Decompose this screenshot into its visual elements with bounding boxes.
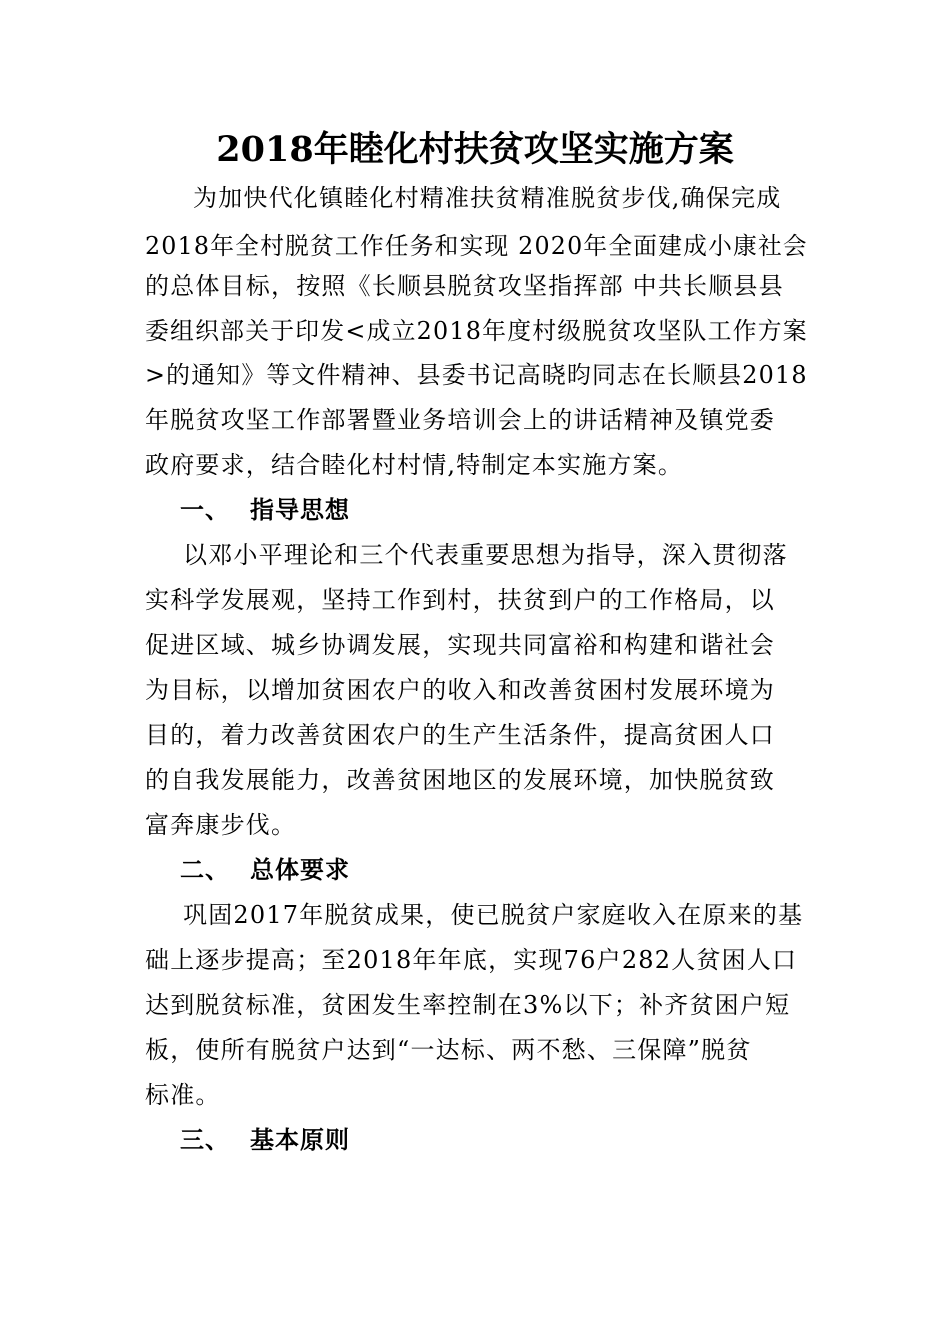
section-heading-guiding-ideology (180, 492, 350, 528)
section-line: 标准。 (145, 1081, 221, 1109)
section-line: 实科学发展观，坚持工作到村，扶贫到户的工作格局，以 (145, 586, 775, 614)
intro-line: 政府要求，结合睦化村村情,特制定本实施方案。 (145, 451, 684, 479)
intro-line: 的总体目标，按照《长顺县脱贫攻坚指挥部 中共长顺县县 (145, 272, 784, 300)
section-title: 指导思想 (250, 495, 350, 524)
section-line: 目的，着力改善贫困农户的生产生活条件，提高贫困人口 (145, 721, 775, 749)
intro-line: 委组织部关于印发<成立2018年度村级脱贫攻坚队工作方案 (145, 317, 808, 345)
section-line: 巩固2017年脱贫成果，使已脱贫户家庭收入在原来的基 (183, 901, 804, 929)
intro-line: 为加快代化镇睦化村精准扶贫精准脱贫步伐,确保完成 (193, 184, 782, 212)
section-number: 三、 (180, 1125, 230, 1154)
section-line: 促进区域、城乡协调发展，实现共同富裕和构建和谐社会 (145, 631, 775, 659)
section-line: 板，使所有脱贫户达到“一达标、两不愁、三保障”脱贫 (145, 1036, 752, 1064)
section-title: 总体要求 (250, 855, 350, 884)
section-title: 基本原则 (250, 1125, 350, 1154)
section-line: 础上逐步提高；至2018年年底，实现76户282人贫困人口 (145, 946, 798, 974)
section-line: 的自我发展能力，改善贫困地区的发展环境，加快脱贫致 (145, 766, 775, 794)
document-title: 2018年睦化村扶贫攻坚实施方案 (216, 129, 734, 170)
section-line: 富奔康步伐。 (145, 811, 297, 839)
section-line: 以邓小平理论和三个代表重要思想为指导，深入贯彻落 (183, 541, 788, 569)
section-heading-overall-requirements (180, 852, 350, 888)
intro-line: >的通知》等文件精神、县委书记高晓昀同志在长顺县2018 (145, 361, 808, 389)
section-number: 二、 (180, 855, 230, 884)
section-line: 为目标，以增加贫困农户的收入和改善贫困村发展环境为 (145, 676, 775, 704)
section-line: 达到脱贫标准，贫困发生率控制在3%以下；补齐贫困户短 (145, 991, 791, 1019)
section-heading-basic-principles (180, 1122, 350, 1158)
intro-line: 年脱贫攻坚工作部署暨业务培训会上的讲话精神及镇党委 (145, 406, 775, 434)
intro-line: 2018年全村脱贫工作任务和实现 2020年全面建成小康社会 (145, 232, 808, 260)
section-number: 一、 (180, 495, 230, 524)
